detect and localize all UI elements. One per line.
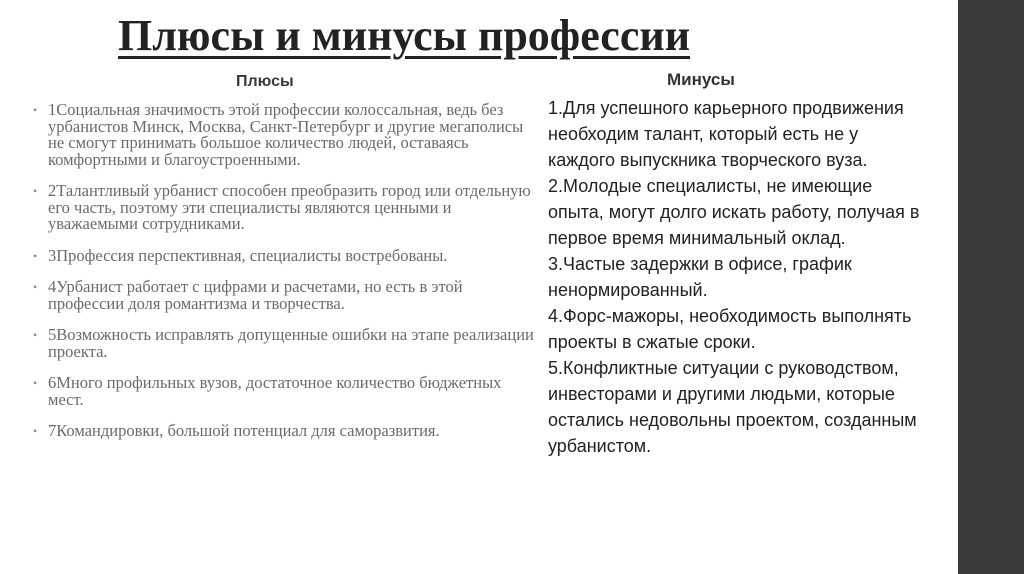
bullet-icon: • <box>33 184 38 198</box>
pros-item-text: 5Возможность исправлять допущенные ошибки на этапе реализации проекта. <box>48 325 534 361</box>
cons-list <box>548 95 928 459</box>
pros-item <box>30 423 535 440</box>
pros-item-text: 6Много профильных вузов, достаточное количество бюджетных мест. <box>48 373 502 409</box>
pros-heading: Плюсы <box>236 73 294 90</box>
pros-item-text: 7Командировки, большой потенциал для саморазвития. <box>48 421 440 440</box>
pros-item-text: 1Социальная значимость этой профессии колоссальная, ведь без урбанистов Минск, Москва, Санкт-Петербург и другие мегаполисы не смогут принимать большое количество людей, оставаясь комфортными и благоустроенными. <box>48 100 524 169</box>
cons-item: 3.Частые задержки в офисе, график ненормированный. <box>548 254 852 300</box>
bullet-icon: • <box>33 328 38 342</box>
cons-item: 5.Конфликтные ситуации с руководством, инвесторами и другими людьми, которые остались недовольны проектом, созданным урбанистом. <box>548 358 917 456</box>
pros-item-text: 2Талантливый урбанист способен преобразить город или отдельную его часть, поэтому эти специалисты являются ценными и уважаемыми сотрудниками. <box>48 181 531 233</box>
bullet-icon: • <box>33 248 38 263</box>
cons-item: 4.Форс-мажоры, необходимость выполнять проекты в сжатые сроки. <box>548 306 912 352</box>
bullet-icon: • <box>33 376 38 390</box>
pros-item <box>30 279 535 312</box>
bullet-icon: • <box>33 103 38 117</box>
side-bar <box>958 0 1024 574</box>
pros-item <box>30 183 535 233</box>
pros-item <box>30 327 535 360</box>
pros-item <box>30 245 535 265</box>
pros-item <box>30 375 535 408</box>
cons-item: 1.Для успешного карьерного продвижения необходим талант, который есть не у каждого выпускника творческого вуза. <box>548 98 904 170</box>
slide-title: Плюсы и минусы профессии <box>118 11 691 60</box>
cons-item: 2.Молодые специалисты, не имеющие опыта, могут долго искать работу, получая в первое время минимальный оклад. <box>548 176 920 248</box>
bullet-icon: • <box>33 424 38 438</box>
pros-item-text: 3Профессия перспективная, специалисты востребованы. <box>48 245 448 265</box>
pros-item-text: 4Урбанист работает с цифрами и расчетами, но есть в этой профессии доля романтизма и творчества. <box>48 277 463 313</box>
cons-heading: Минусы <box>667 70 735 89</box>
bullet-icon: • <box>33 280 38 294</box>
pros-list <box>30 102 535 455</box>
pros-item <box>30 102 535 168</box>
